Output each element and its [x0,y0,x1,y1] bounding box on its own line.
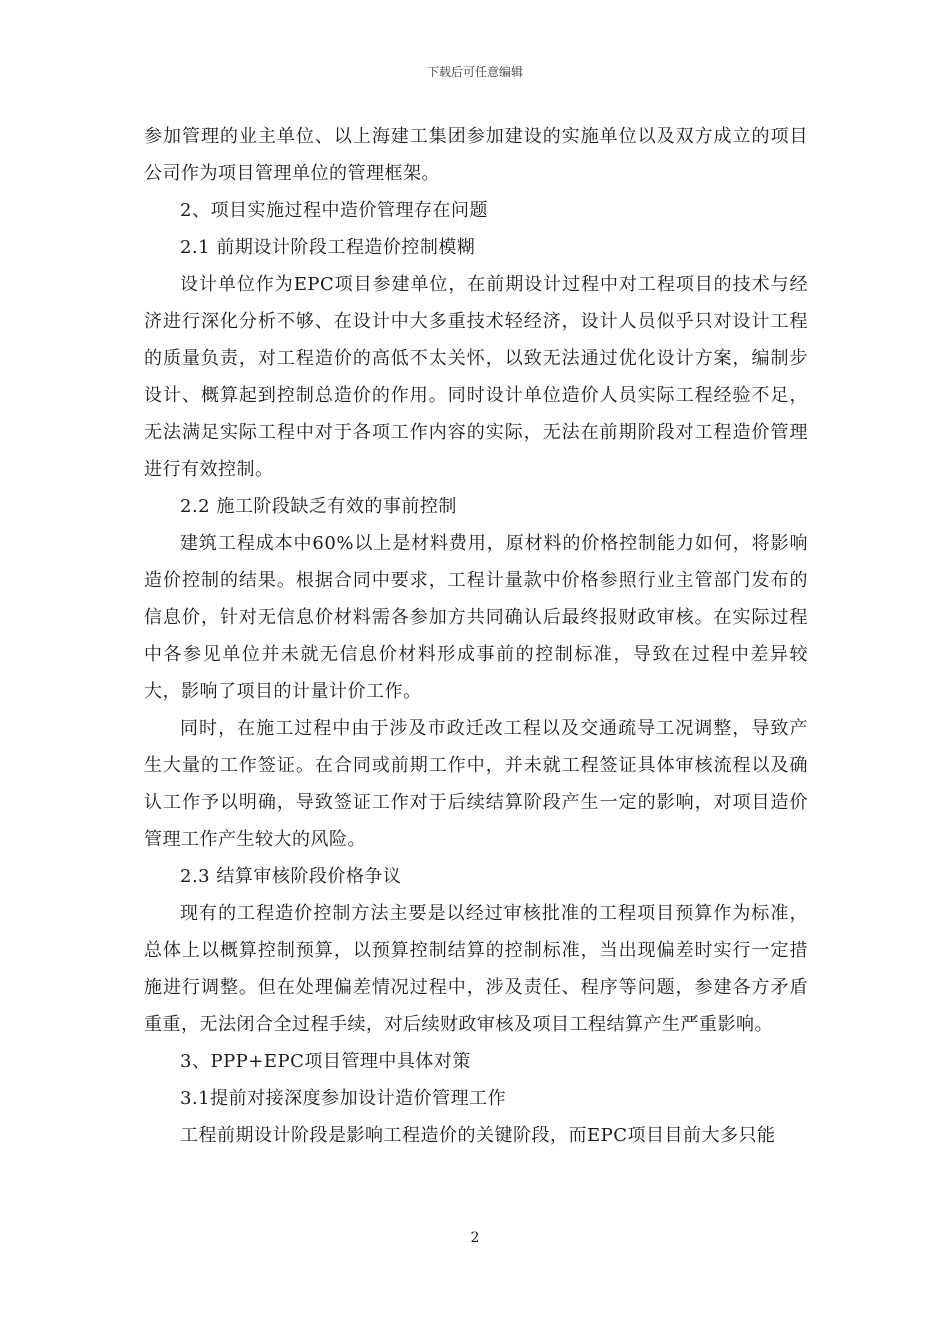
paragraph-settlement-review: 现有的工程造价控制方法主要是以经过审核批准的工程项目预算作为标准，总体上以概算控制预算，以预算控制结算的控制标准，当出现偏差时实行一定措施进行调整。但在处理偏差情况过程中，涉及责任、程序等问题，参建各方矛盾重重，无法闭合全过程手续，对后续财政审核及项目工程结算产生严重影响。 [144,903,808,1035]
subsection-heading-3-1: 3.1提前对接深度参加设计造价管理工作 [180,1088,507,1109]
subsection-heading-2-3: 2.3 结算审核阶段价格争议 [180,866,402,887]
page-header: 下载后可任意编辑 [426,65,523,79]
paragraph-work-visa: 同时，在施工过程中由于涉及市政迁改工程以及交通疏导工况调整，导致产生大量的工作签证。在合同或前期工作中，并未就工程签证具体审核流程以及确认工作予以明确，导致签证工作对于后续结算阶段产生一定的影响，对项目造价管理工作产生较大的风险。 [144,718,808,850]
paragraph-design-phase-key: 工程前期设计阶段是影响工程造价的关键阶段，而EPC项目目前大多只能 [180,1125,776,1146]
page-number: 2 [470,1230,480,1246]
subsection-heading-2-1: 2.1 前期设计阶段工程造价控制模糊 [180,237,476,258]
paragraph-framework-continuation: 参加管理的业主单位、以上海建工集团参加建设的实施单位以及双方成立的项目公司作为项目管理单位的管理框架。 [144,126,808,184]
paragraph-design-stage: 设计单位作为EPC项目参建单位，在前期设计过程中对工程项目的技术与经济进行深化分析不够、在设计中大多重技术轻经济，设计人员似乎只对设计工程的质量负责，对工程造价的高低不太关怀，以致无法通过优化设计方案，编制步设计、概算起到控制总造价的作用。同时设计单位造价人员实际工程经验不足，无法满足实际工程中对于各项工作内容的实际，无法在前期阶段对工程造价管理进行有效控制。 [144,274,808,480]
paragraph-material-cost: 建筑工程成本中60%以上是材料费用，原材料的价格控制能力如何，将影响造价控制的结果。根据合同中要求，工程计量款中价格参照行业主管部门发布的信息价，针对无信息价材料需各参加方共同确认后最终报财政审核。在实际过程中各参见单位并未就无信息价材料形成事前的控制标准，导致在过程中差异较大，影响了项目的计量计价工作。 [144,533,808,702]
subsection-heading-2-2: 2.2 施工阶段缺乏有效的事前控制 [180,496,457,517]
section-heading-2: 2、项目实施过程中造价管理存在问题 [180,200,488,221]
section-heading-3: 3、PPP+EPC项目管理中具体对策 [180,1051,471,1072]
document-body [144,118,808,1154]
